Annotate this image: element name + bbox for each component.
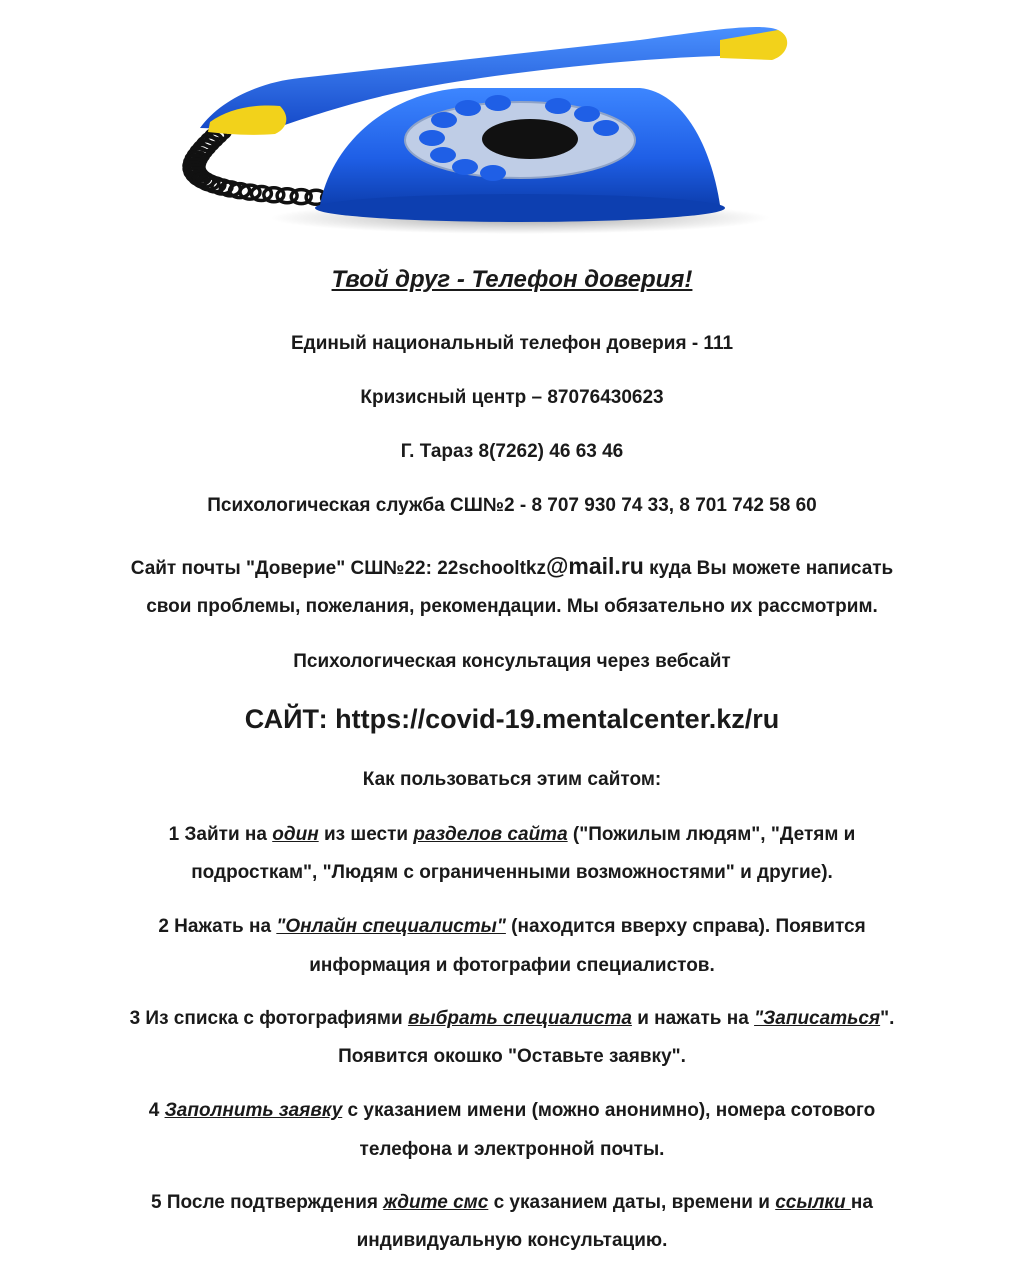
step-2-line-2: информация и фотографии специалистов. xyxy=(309,955,715,976)
step-3-text-2: и нажать на xyxy=(631,1008,755,1029)
step-2-text-2: (находится вверху справа). Появится xyxy=(505,916,866,937)
step-3-emph-1: выбрать специалиста xyxy=(407,1008,632,1029)
step-5-text: 5 После подтверждения xyxy=(151,1192,384,1213)
step-5 xyxy=(0,1192,1024,1215)
step-5-emph-2: ссылки xyxy=(775,1192,851,1213)
mail-suffix: куда Вы можете написать xyxy=(643,558,894,579)
step-1-emph-1: один xyxy=(272,824,319,845)
step-5-emph-1: ждите смс xyxy=(383,1192,489,1213)
step-2 xyxy=(0,916,1024,939)
crisis-center: Кризисный центр – 87076430623 xyxy=(360,387,664,408)
step-5-line-2: индивидуальную консультацию. xyxy=(356,1230,668,1251)
mail-line xyxy=(0,553,1024,581)
step-3-text-3: ". xyxy=(880,1008,895,1029)
step-3-text: 3 Из списка с фотографиями xyxy=(129,1008,408,1029)
taraz-phone: Г. Тараз 8(7262) 46 63 46 xyxy=(400,441,624,462)
mail-line-2: свои проблемы, пожелания, рекомендации. Мы обязательно их рассмотрим. xyxy=(146,596,878,617)
step-1-emph-2: разделов сайта xyxy=(413,824,568,845)
step-3-line-2: Появится окошко "Оставьте заявку". xyxy=(338,1046,686,1067)
page-title: Твой друг - Телефон доверия! xyxy=(331,266,693,293)
step-4-line-2: телефона и электронной почты. xyxy=(359,1139,665,1160)
step-1-text-2: из шести xyxy=(318,824,414,845)
howto-heading: Как пользоваться этим сайтом: xyxy=(362,769,662,790)
step-2-text: 2 Нажать на xyxy=(158,916,277,937)
step-4-text: 4 xyxy=(148,1100,165,1121)
site-url: САЙТ: https://covid-19.mentalcenter.kz/ru xyxy=(244,704,780,734)
step-1 xyxy=(0,824,1024,847)
national-hotline: Единый национальный телефон доверия - 111 xyxy=(290,333,734,354)
consult-line: Психологическая консультация через вебсайт xyxy=(293,651,731,672)
step-4 xyxy=(0,1100,1024,1123)
step-1-text: 1 Зайти на xyxy=(168,824,273,845)
psych-service-phones: Психологическая служба СШ№2 - 8 707 930 74 33, 8 701 742 58 60 xyxy=(207,495,817,516)
mail-prefix: Сайт почты "Доверие" СШ№22: 22schooltkz xyxy=(130,558,546,579)
mail-domain: @mail.ru xyxy=(545,553,644,579)
step-4-emph: Заполнить заявку xyxy=(164,1100,343,1121)
step-4-text-2: с указанием имени (можно анонимно), номера сотового xyxy=(342,1100,876,1121)
step-5-text-2: с указанием даты, времени и xyxy=(488,1192,776,1213)
step-2-emph: "Онлайн специалисты" xyxy=(276,916,506,937)
step-1-line-2: подросткам", "Людям с ограниченными возможностями" и другие). xyxy=(191,862,833,883)
step-3 xyxy=(0,1008,1024,1031)
step-3-emph-2: "Записаться xyxy=(754,1008,881,1029)
rotary-telephone-icon xyxy=(80,0,800,240)
step-5-text-3: на xyxy=(850,1192,873,1213)
step-1-text-3: ("Пожилым людям", "Детям и xyxy=(567,824,856,845)
